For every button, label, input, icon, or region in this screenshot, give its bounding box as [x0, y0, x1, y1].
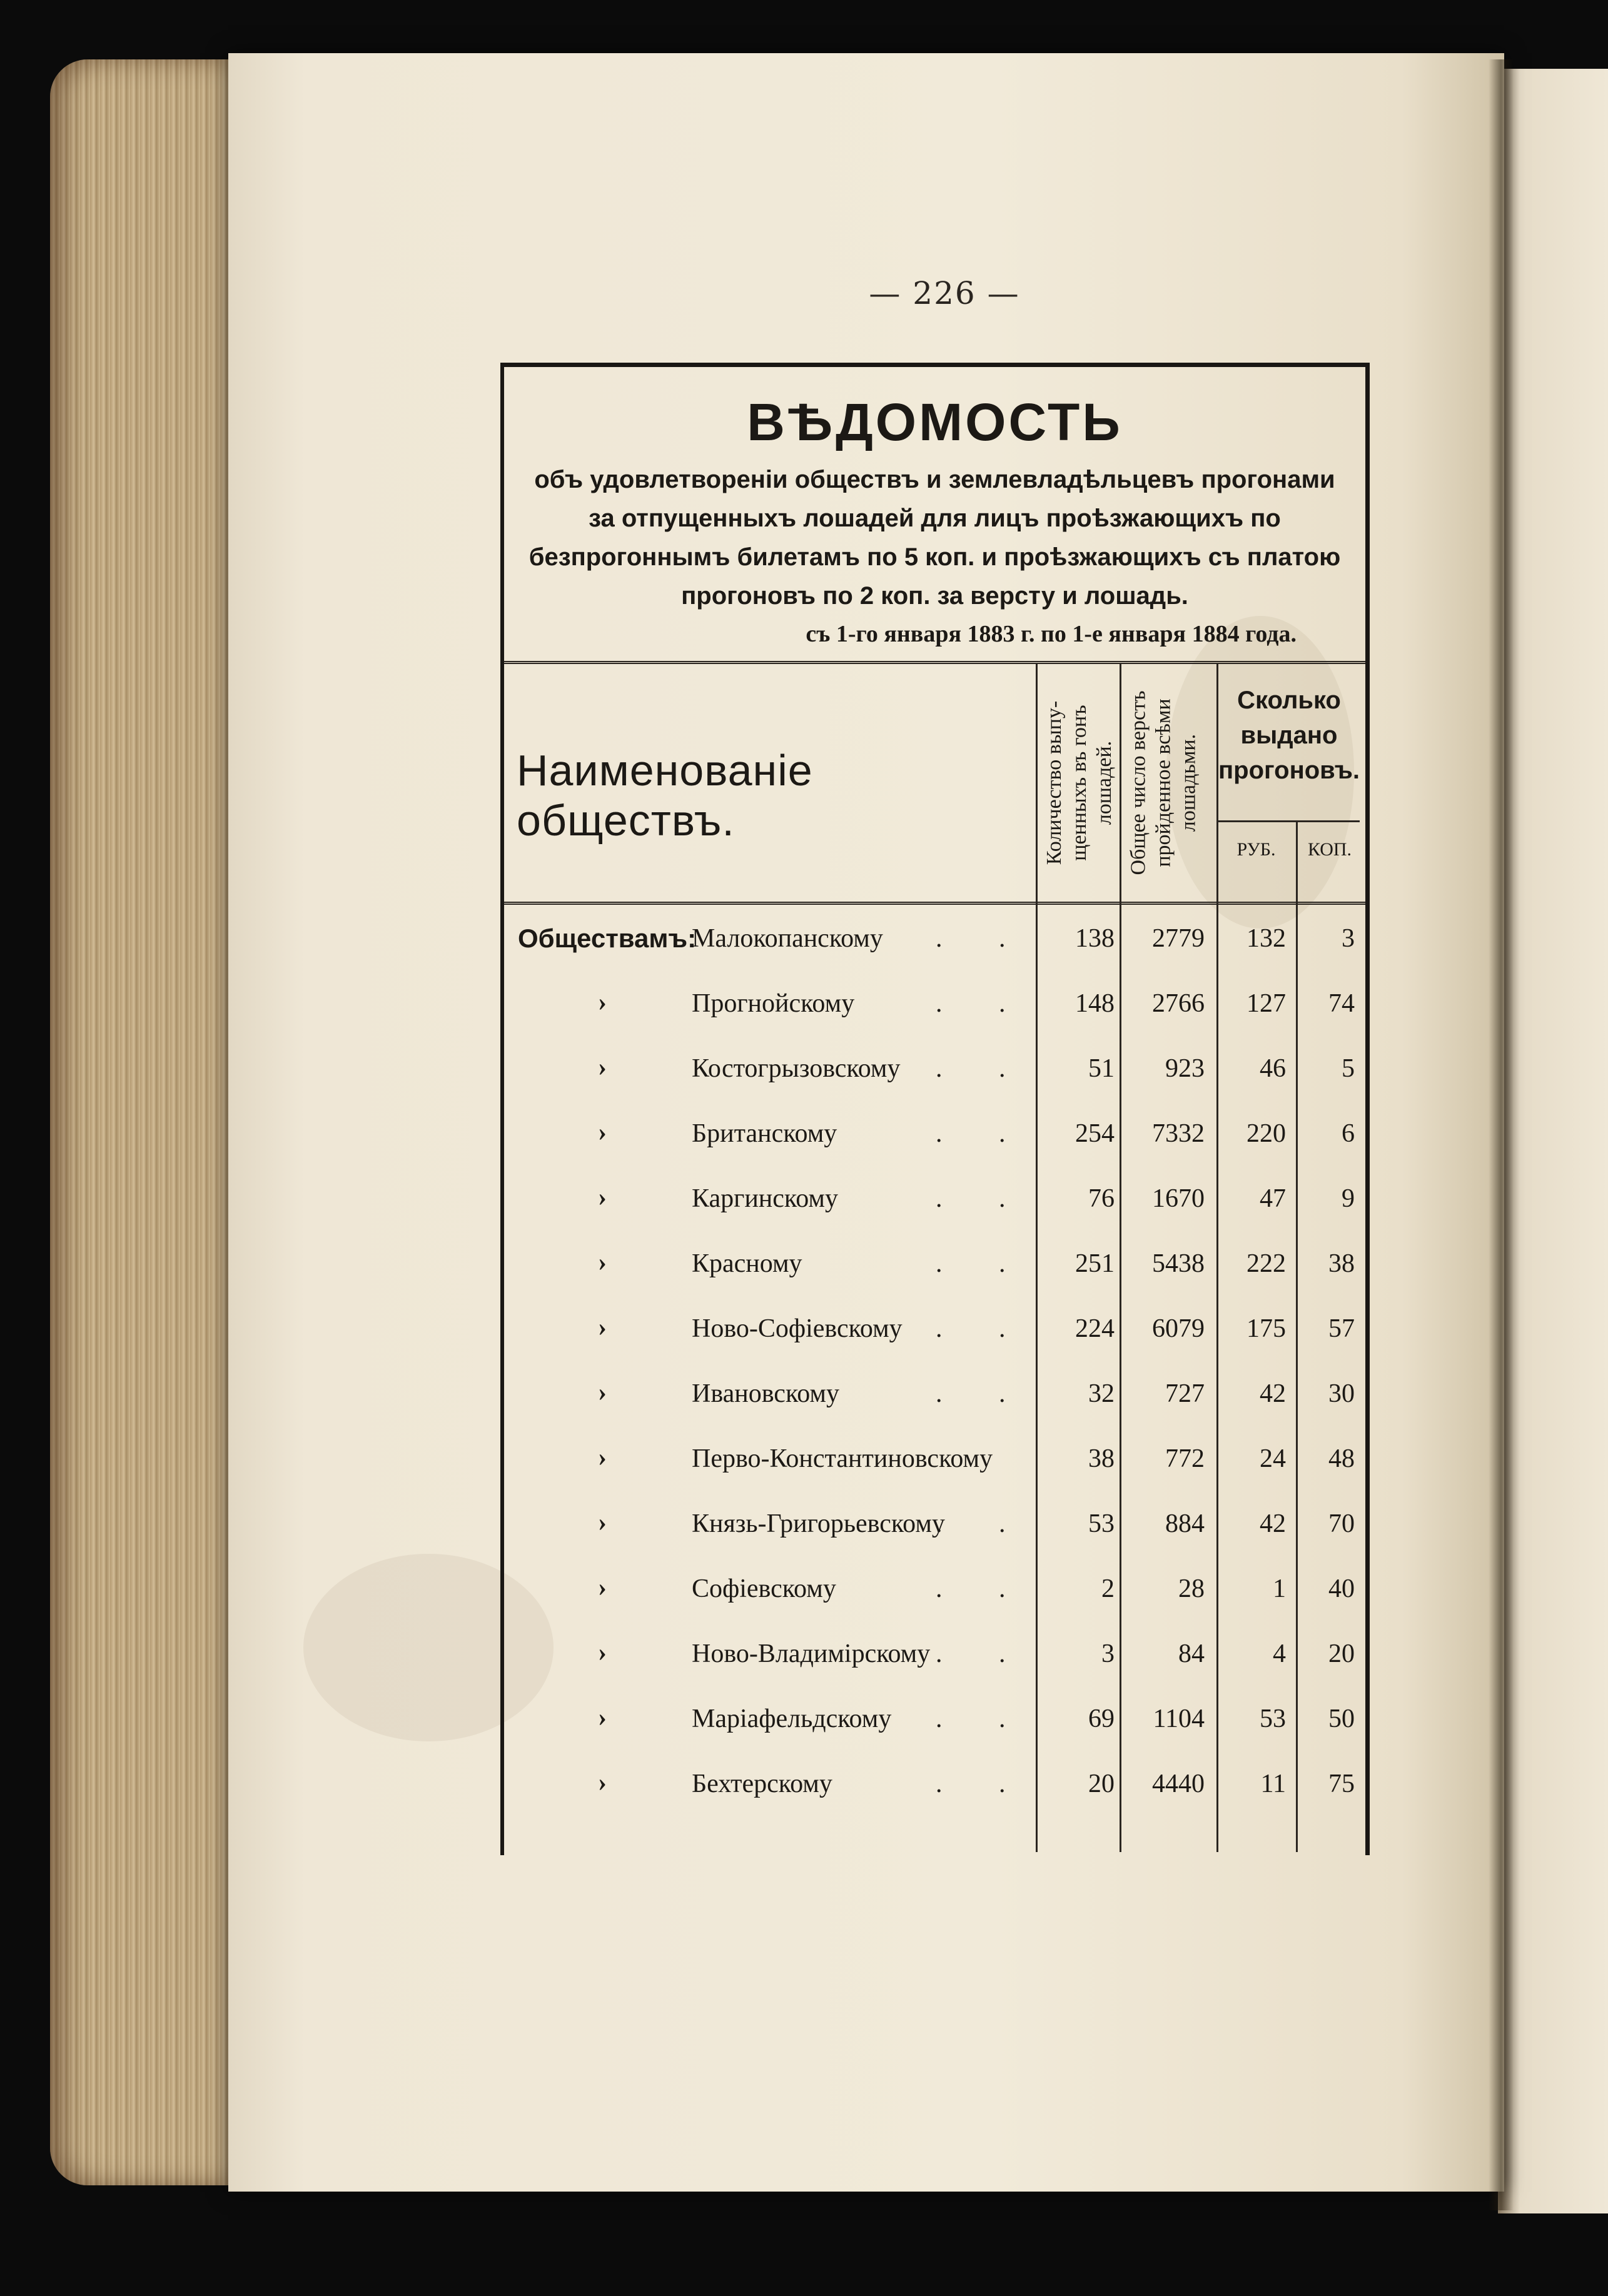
rub-value: 46 — [1260, 1054, 1286, 1083]
versts-value: 923 — [1165, 1054, 1205, 1083]
leader-dots: . . — [936, 1184, 1031, 1213]
versts-value: 5438 — [1152, 1249, 1205, 1278]
kop-value: 3 — [1342, 924, 1355, 953]
horses-value: 32 — [1088, 1379, 1115, 1408]
leader-dots: . . — [936, 1054, 1031, 1083]
row-lead-label: Обществамъ: — [518, 924, 697, 953]
horses-value: 251 — [1075, 1249, 1115, 1278]
leader-dots: . . — [936, 1770, 1031, 1798]
table-row — [504, 1295, 1365, 1360]
table-row — [504, 1685, 1365, 1750]
rub-value: 42 — [1260, 1509, 1286, 1538]
ditto-mark: › — [598, 1053, 607, 1082]
leader-dots: . . — [936, 989, 1031, 1018]
column-header-rub: РУБ. — [1236, 839, 1276, 860]
column-header-horses-text: Количество выпу- щенныхъ въ гонъ лошадей. — [1043, 700, 1116, 865]
column-header-horses — [1039, 670, 1120, 895]
kop-value: 38 — [1328, 1249, 1355, 1278]
table-row — [504, 1490, 1365, 1555]
leader-dots: . . — [936, 1509, 1031, 1538]
versts-value: 1104 — [1153, 1704, 1205, 1733]
kop-value: 70 — [1328, 1509, 1355, 1538]
table-right-border — [1365, 367, 1370, 1855]
rub-value: 127 — [1246, 989, 1286, 1018]
table-row — [504, 905, 1365, 970]
ditto-mark: › — [598, 988, 607, 1017]
versts-value: 772 — [1165, 1444, 1205, 1473]
ditto-mark: › — [598, 1313, 607, 1342]
rub-value: 47 — [1260, 1184, 1286, 1213]
leader-dots: . . — [936, 1249, 1031, 1278]
horses-value: 53 — [1088, 1509, 1115, 1538]
ditto-mark: › — [598, 1443, 607, 1472]
society-name: Софіевскому — [692, 1574, 836, 1603]
kop-value: 5 — [1342, 1054, 1355, 1083]
rub-value: 53 — [1260, 1704, 1286, 1733]
society-name: Ново-Софіевскому — [692, 1314, 903, 1343]
society-name: Костогрызовскому — [692, 1054, 901, 1083]
horses-value: 138 — [1075, 924, 1115, 953]
society-name: Малокопанскому — [692, 924, 883, 953]
ditto-mark: › — [598, 1248, 607, 1277]
table-row — [504, 1425, 1365, 1490]
page-number: — 226 — — [869, 275, 1020, 311]
kop-value: 6 — [1342, 1119, 1355, 1148]
versts-value: 6079 — [1152, 1314, 1205, 1343]
society-name: Ивановскому — [692, 1379, 840, 1408]
leader-dots: . . — [936, 1704, 1031, 1733]
society-name: Каргинскому — [692, 1184, 838, 1213]
rub-value: 4 — [1273, 1639, 1286, 1668]
table-row — [504, 1555, 1365, 1620]
document-period: съ 1-го января 1883 г. по 1-е января 1884 года. — [806, 621, 1297, 647]
rub-value: 24 — [1260, 1444, 1286, 1473]
table-header-block — [504, 367, 1365, 664]
horses-value: 76 — [1088, 1184, 1115, 1213]
versts-value: 1670 — [1152, 1184, 1205, 1213]
leader-dots: . . — [936, 924, 1031, 953]
table-row — [504, 1360, 1365, 1425]
kop-value: 30 — [1328, 1379, 1355, 1408]
society-name: Князь-Григорьевскому — [692, 1509, 945, 1538]
horses-value: 3 — [1101, 1639, 1115, 1668]
table-row — [504, 970, 1365, 1035]
horses-value: 69 — [1088, 1704, 1115, 1733]
leader-dots: . . — [936, 1379, 1031, 1408]
column-header-versts-text: Общее число верстъ пройденное всѣми лошадьми. — [1127, 690, 1201, 875]
versts-value: 884 — [1165, 1509, 1205, 1538]
column-header-versts — [1123, 670, 1205, 895]
horses-value: 38 — [1088, 1444, 1115, 1473]
ditto-mark: › — [598, 1378, 607, 1407]
versts-value: 2779 — [1152, 924, 1205, 953]
table-row — [504, 1750, 1365, 1815]
table-row — [504, 1035, 1365, 1100]
horses-value: 2 — [1101, 1574, 1115, 1603]
table-row — [504, 1230, 1365, 1295]
society-name: Британскому — [692, 1119, 837, 1148]
rub-value: 132 — [1246, 924, 1286, 953]
kop-value: 75 — [1328, 1770, 1355, 1798]
horses-value: 254 — [1075, 1119, 1115, 1148]
ditto-mark: › — [598, 1183, 607, 1212]
society-name: Прогнойскому — [692, 989, 855, 1018]
leader-dots: . . — [936, 1574, 1031, 1603]
leader-dots: . . — [936, 1639, 1031, 1668]
rub-value: 220 — [1246, 1119, 1286, 1148]
society-name: Красному — [692, 1249, 802, 1278]
rub-value: 42 — [1260, 1379, 1286, 1408]
book-gutter — [1489, 59, 1514, 2210]
versts-value: 727 — [1165, 1379, 1205, 1408]
kop-value: 48 — [1328, 1444, 1355, 1473]
ditto-mark: › — [598, 1573, 607, 1602]
document-subtitle: объ удовлетвореніи обществъ и землевладѣльцевъ прогонами за отпущенныхъ лошадей для лицъ проѣзжающихъ по безпрогоннымъ билетамъ по 5 коп. и проѣзжающихъ съ платою прогоновъ по 2 коп. за версту и лошадь. — [528, 466, 1341, 610]
kop-value: 50 — [1328, 1704, 1355, 1733]
book-page-edges — [50, 59, 238, 2185]
ditto-mark: › — [598, 1508, 607, 1537]
kop-value: 74 — [1328, 989, 1355, 1018]
column-header-kop: КОП. — [1307, 839, 1352, 860]
versts-value: 7332 — [1152, 1119, 1205, 1148]
versts-value: 84 — [1178, 1639, 1205, 1668]
facing-page — [1498, 69, 1608, 2213]
rub-value: 175 — [1246, 1314, 1286, 1343]
column-headers — [504, 664, 1365, 905]
leader-dots: . . — [936, 1314, 1031, 1343]
document-title: ВѢДОМОСТЬ — [747, 393, 1123, 451]
kop-value: 9 — [1342, 1184, 1355, 1213]
horses-value: 20 — [1088, 1770, 1115, 1798]
kop-value: 57 — [1328, 1314, 1355, 1343]
rub-value: 11 — [1260, 1770, 1286, 1798]
ditto-mark: › — [598, 1768, 607, 1797]
leader-dots: . . — [936, 1119, 1031, 1148]
versts-value: 2766 — [1152, 989, 1205, 1018]
society-name: Бехтерскому — [692, 1770, 832, 1798]
society-name: Ново-Владимірскому — [692, 1639, 931, 1668]
society-name: Перво-Константиновскому — [692, 1444, 993, 1473]
horses-value: 51 — [1088, 1054, 1115, 1083]
versts-value: 28 — [1178, 1574, 1205, 1603]
table-row — [504, 1100, 1365, 1165]
kop-value: 40 — [1328, 1574, 1355, 1603]
versts-value: 4440 — [1152, 1770, 1205, 1798]
ditto-mark: › — [598, 1118, 607, 1147]
society-name: Маріафельдскому — [692, 1704, 892, 1733]
kop-value: 20 — [1328, 1639, 1355, 1668]
column-header-name: Наименованіе обществъ. — [517, 746, 813, 845]
ditto-mark: › — [598, 1703, 607, 1732]
column-header-paid: Сколько выдано прогоновъ. — [1218, 687, 1360, 784]
horses-value: 148 — [1075, 989, 1115, 1018]
rub-value: 222 — [1246, 1249, 1286, 1278]
subheader-rule — [1218, 820, 1360, 822]
table-row — [504, 1165, 1365, 1230]
rub-value: 1 — [1273, 1574, 1286, 1603]
ditto-mark: › — [598, 1638, 607, 1667]
table-row — [504, 1620, 1365, 1685]
statement-table — [500, 363, 1370, 1855]
horses-value: 224 — [1075, 1314, 1115, 1343]
